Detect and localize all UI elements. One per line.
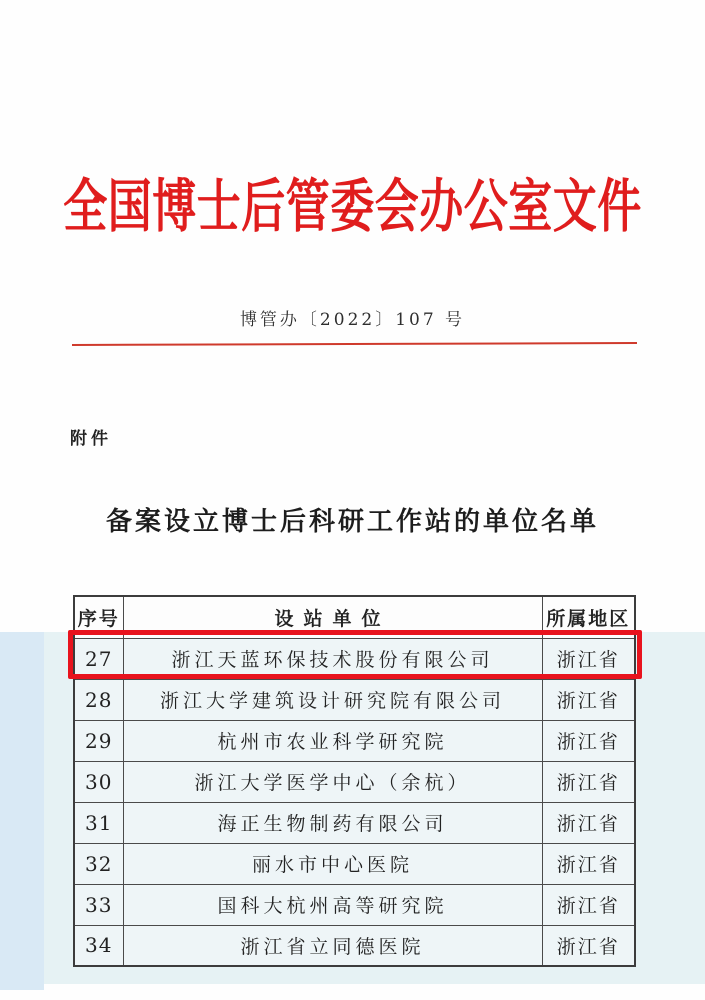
table-row: [74, 884, 635, 925]
table-row: [74, 761, 635, 802]
table-row: [74, 843, 635, 884]
row-number-cell: 33: [74, 884, 123, 925]
region-cell: 浙江省: [542, 761, 635, 802]
unit-name-cell: 浙江大学医学中心（余杭）: [123, 761, 542, 802]
row-number-cell: 29: [74, 720, 123, 761]
region-cell: 浙江省: [542, 720, 635, 761]
table-row: [74, 925, 635, 966]
table-row: [74, 720, 635, 761]
attachment-label: 附件: [70, 429, 112, 449]
unit-name-cell: 浙江大学建筑设计研究院有限公司: [123, 679, 542, 720]
header-serial-number: 序号: [74, 596, 123, 638]
region-cell: 浙江省: [542, 925, 635, 966]
header-unit-name: 设站单位: [123, 596, 542, 638]
unit-name-cell: 浙江天蓝环保技术股份有限公司: [123, 638, 542, 679]
row-number-cell: 34: [74, 925, 123, 966]
region-cell: 浙江省: [542, 638, 635, 679]
unit-name-cell: 杭州市农业科学研究院: [123, 720, 542, 761]
header-region: 所属地区: [542, 596, 635, 638]
unit-name-cell: 丽水市中心医院: [123, 843, 542, 884]
unit-name-cell: 国科大杭州高等研究院: [123, 884, 542, 925]
row-number-cell: 27: [74, 638, 123, 679]
unit-name-cell: 海正生物制药有限公司: [123, 802, 542, 843]
table-row: [74, 802, 635, 843]
row-number-cell: 30: [74, 761, 123, 802]
row-number-cell: 31: [74, 802, 123, 843]
region-cell: 浙江省: [542, 802, 635, 843]
unit-name-cell: 浙江省立同德医院: [123, 925, 542, 966]
region-cell: 浙江省: [542, 884, 635, 925]
table-body: [74, 638, 635, 966]
document-title: 全国博士后管委会办公室文件: [63, 173, 642, 241]
region-cell: 浙江省: [542, 843, 635, 884]
table-title: 备案设立博士后科研工作站的单位名单: [105, 507, 599, 537]
document-number: 博管办〔2022〕107 号: [239, 310, 466, 330]
table-row: [74, 679, 635, 720]
red-divider-line: [72, 342, 637, 346]
region-cell: 浙江省: [542, 679, 635, 720]
row-number-cell: 32: [74, 843, 123, 884]
row-number-cell: 28: [74, 679, 123, 720]
scan-blue-band: [0, 632, 44, 990]
row-27-highlight-box: [68, 630, 642, 679]
